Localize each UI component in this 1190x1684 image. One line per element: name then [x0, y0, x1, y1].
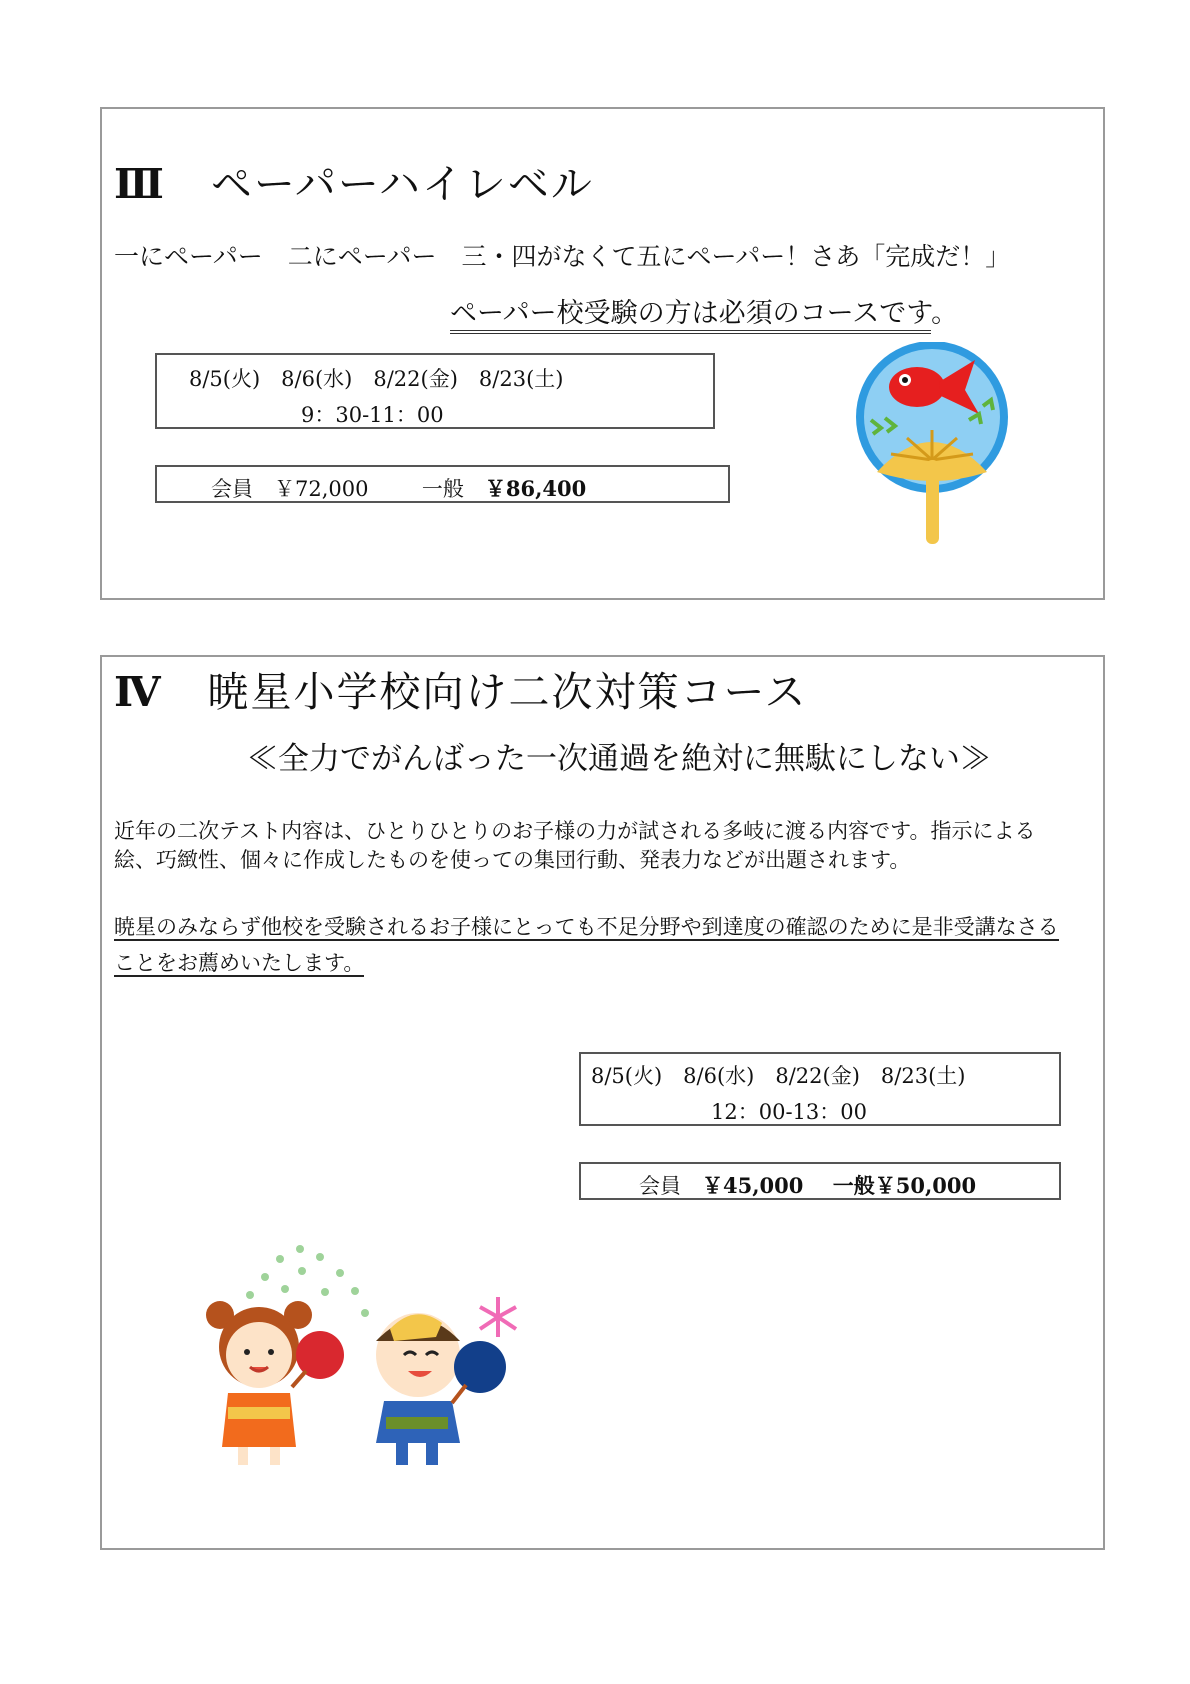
member-label: 会員: [211, 477, 253, 501]
schedule-box: [155, 353, 715, 429]
children-festival-illustration: [180, 1237, 560, 1497]
section-title: [114, 659, 807, 718]
schedule-dates: 8/5(火) 8/6(水) 8/22(金) 8/23(土): [591, 1064, 966, 1088]
member-price: ￥45,000: [702, 1173, 804, 1198]
description: [114, 817, 1114, 875]
price-line: [639, 1170, 976, 1200]
course-panel-paper-high-level: [100, 107, 1105, 600]
member-label: 会員: [639, 1174, 681, 1198]
schedule-time: 12：00-13：00: [711, 1100, 867, 1124]
member-price: ￥72,000: [274, 477, 369, 501]
schedule-dates: 8/5(火) 8/6(水) 8/22(金) 8/23(土): [189, 367, 564, 391]
recommendation-line-1: 暁星のみならず他校を受験されるお子様にとっても不足分野や到達度の確認のために是非受講なさる: [114, 915, 1059, 939]
description-line-1: 近年の二次テスト内容は、ひとりひとりのお子様の力が試される多岐に渡る内容です。指示による: [114, 819, 1036, 843]
general-price: ￥86,400: [484, 476, 587, 501]
price-box: [579, 1162, 1061, 1200]
required-note: [450, 291, 958, 330]
slogan: 一にペーパー 二にペーパー 三・四がなくて五にペーパー！さあ「完成だ！」: [114, 242, 1011, 271]
price-line: [211, 473, 586, 503]
section-numeral: Ⅲ: [114, 160, 161, 208]
section-title-text: ペーパーハイレベル: [210, 160, 594, 208]
fan-handle: [926, 460, 939, 544]
subtitle: ≪全力でがんばった一次通過を絶対に無駄にしない≫: [247, 741, 991, 777]
schedule-box: [579, 1052, 1061, 1126]
required-note-text: ペーパー校受験の方は必須のコースです: [450, 298, 931, 334]
recommendation: [114, 909, 1114, 981]
boy-in-happi: [376, 1313, 460, 1465]
red-uchiwa-icon: [292, 1331, 344, 1387]
general-price: 一般￥50,000: [832, 1173, 977, 1198]
price-box: [155, 465, 730, 503]
course-panel-gyosei-second-round: [100, 655, 1105, 1550]
pink-firework-icon: [480, 1297, 516, 1337]
section-numeral: Ⅳ: [114, 668, 158, 716]
section-title-text: 暁星小学校向け二次対策コース: [207, 668, 808, 716]
blue-uchiwa-icon: [452, 1341, 506, 1403]
recommendation-line-2: ことをお薦めいたします。: [114, 951, 365, 975]
section-title: [114, 151, 594, 210]
required-note-end: 。: [931, 298, 959, 329]
uchiwa-fan-goldfish-illustration: [847, 342, 1017, 552]
schedule-time: 9：30-11：00: [301, 403, 444, 427]
general-label: 一般: [421, 477, 464, 501]
description-line-2: 絵、巧緻性、個々に作成したものを使っての集団行動、発表力などが出題されます。: [114, 848, 911, 872]
